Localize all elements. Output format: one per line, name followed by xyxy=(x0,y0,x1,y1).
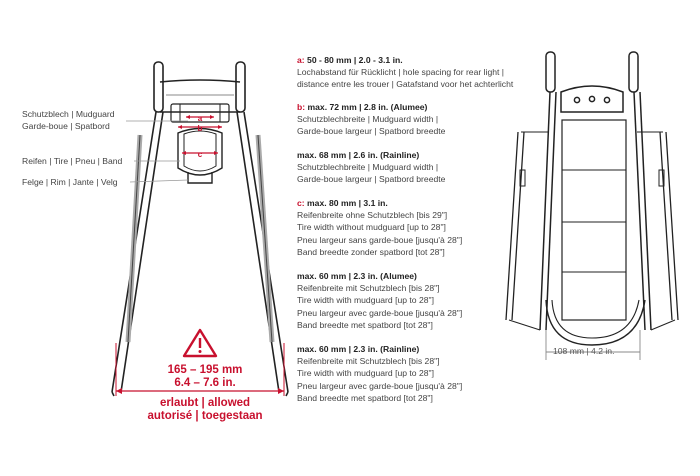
mudguard-label-line2: Garde-boue | Spatbord xyxy=(22,121,110,131)
rim-label: Felge | Rim | Jante | Velg xyxy=(22,177,118,187)
range-in: 6.4 – 7.6 in. xyxy=(174,377,236,389)
marker-a: a xyxy=(197,114,203,123)
allowed-text xyxy=(120,397,290,423)
spec-c-alumee: max. 60 mm | 2.3 in. (Alumee) Reifenbreite mit Schutzblech [bis 28"] Tire width with mudguard [up to 28"] Pneu largeur avec garde-boue [jusqu'à 28"] Band breedte met spatbord [tot 28"] xyxy=(297,271,463,330)
marker-c: c xyxy=(197,150,203,159)
mudguard-label-line1: Schutzblech | Mudguard xyxy=(22,109,115,119)
spec-b-alumee: b: max. 72 mm | 2.8 in. (Alumee) Schutzblechbreite | Mudguard width | Garde-boue largeur | Spatbord breedte xyxy=(297,102,446,137)
spec-c: c: max. 80 mm | 3.1 in. Reifenbreite ohne Schutzblech [bis 29"] Tire width without mudguard [up to 28"] Pneu largeur sans garde-boue [jusqu'à 28"] Band breedte zonder spatbord [tot 28"] xyxy=(297,198,463,257)
spec-a: a: 50 - 80 mm | 2.0 - 3.1 in. Lochabstand für Rücklicht | hole spacing for rear light | distance entre les trouer | Gatafstand voor het achterlicht xyxy=(297,55,514,90)
allowed-line1: erlaubt | allowed xyxy=(159,397,251,409)
right-post-top xyxy=(236,62,245,112)
right-dimension-label: 108 mm | 4.2 in. xyxy=(553,346,615,356)
warning-triangle-icon xyxy=(184,330,216,356)
spec-c-rainline: max. 60 mm | 2.3 in. (Rainline) Reifenbreite mit Schutzblech [bis 28"] Tire width with mudguard [up to 28"] Pneu largeur avec garde-boue [jusqu'à 28"] Band breedte met spatbord [tot 28"] xyxy=(297,344,463,403)
left-post-top xyxy=(154,62,163,112)
allowed-line2: autorisé | toegestaan xyxy=(147,410,263,422)
allowed-range xyxy=(120,364,290,390)
spec-b-rainline: max. 68 mm | 2.6 in. (Rainline) Schutzblechbreite | Mudguard width | Garde-boue largeur | Spatbord breedte xyxy=(297,150,446,185)
tire-label: Reifen | Tire | Pneu | Band xyxy=(22,156,123,166)
range-mm: 165 – 195 mm xyxy=(167,364,243,376)
marker-b: b xyxy=(197,124,203,133)
